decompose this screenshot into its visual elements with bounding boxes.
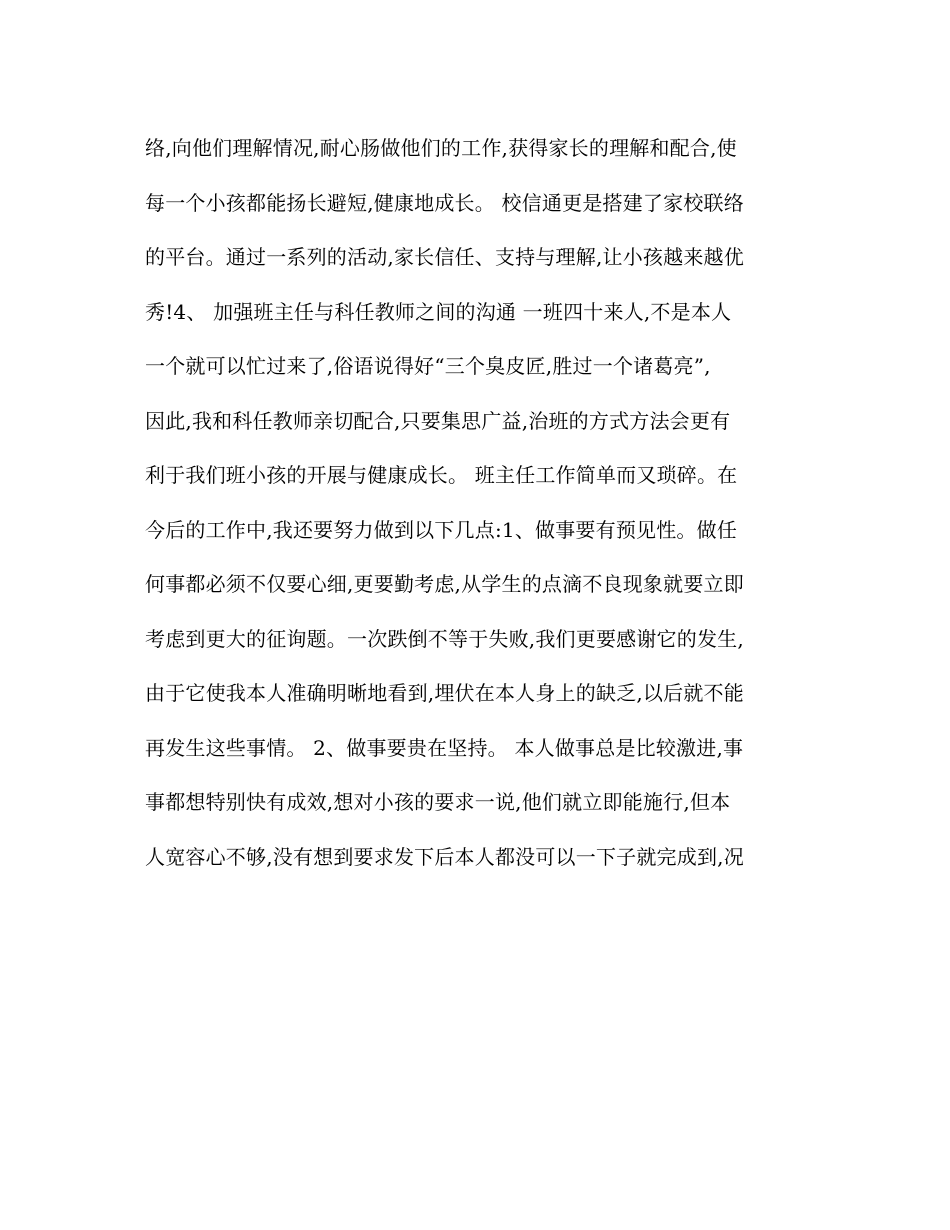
text-line: 再发生这些事情。 2、做事要贵在坚持。 本人做事总是比较激进,事 bbox=[145, 735, 744, 760]
text-line: 何事都必须不仅要心细,更要勤考虑,从学生的点滴不良现象就要立即 bbox=[145, 572, 744, 596]
text-line: 络,向他们理解情况,耐心肠做他们的工作,获得家长的理解和配合,使 bbox=[145, 136, 737, 160]
body-text bbox=[145, 121, 805, 884]
text-line: 因此,我和科任教师亲切配合,只要集思广益,治班的方式方法会更有 bbox=[145, 408, 731, 433]
text-line: 一个就可以忙过来了,俗语说得好“三个臭皮匠,胜过一个诸葛亮”, bbox=[145, 354, 711, 378]
text-line: 考虑到更大的征询题。一次跌倒不等于失败,我们更要感谢它的发生, bbox=[145, 626, 744, 651]
text-line: 今后的工作中,我还要努力做到以下几点:1、做事要有预见性。做任 bbox=[145, 517, 738, 542]
text-line: 由于它使我本人准确明晰地看到,埋伏在本人身上的缺乏,以后就不能 bbox=[145, 681, 744, 705]
text-line: 秀!4、 加强班主任与科任教师之间的沟通 一班四十来人,不是本人 bbox=[145, 299, 732, 324]
text-line: 的平台。通过一系列的活动,家长信任、支持与理解,让小孩越来越优 bbox=[145, 245, 744, 269]
text-line: 每一个小孩都能扬长避短,健康地成长。 校信通更是搭建了家校联络 bbox=[145, 190, 744, 215]
text-line: 人宽容心不够,没有想到要求发下后本人都没可以一下子就完成到,况 bbox=[145, 844, 744, 869]
text-line: 事都想特别快有成效,想对小孩的要求一说,他们就立即能施行,但本 bbox=[145, 790, 731, 814]
text-line: 利于我们班小孩的开展与健康成长。 班主任工作简单而又琐碎。在 bbox=[145, 463, 738, 487]
